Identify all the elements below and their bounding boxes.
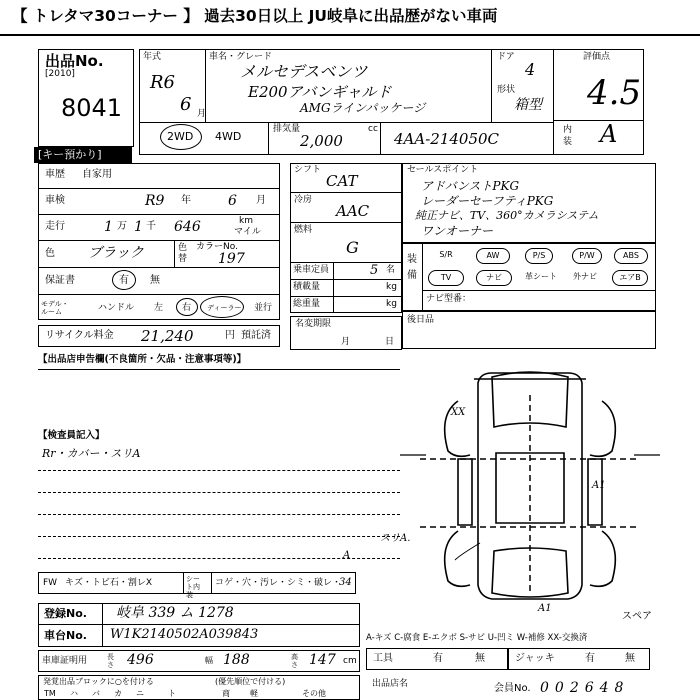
equip-ext-navi-label: 外ナビ — [573, 272, 597, 281]
header-banner — [0, 0, 700, 34]
year-month: 6 — [180, 94, 192, 115]
jack-box — [508, 648, 650, 670]
model-opt-left: 左 — [154, 303, 164, 313]
mileage-rest: 646 — [174, 219, 201, 235]
recycle-deposit: 預託済 — [241, 330, 271, 341]
block-cell-ha[interactable]: ハ — [70, 689, 78, 698]
cert-len: 496 — [127, 652, 154, 668]
tools-no: 無 — [475, 653, 485, 664]
exhibitor-label: 出品店名 — [372, 679, 409, 689]
mileage-sen-unit: 千 — [146, 221, 156, 232]
load-label: 積載量 — [293, 282, 321, 292]
displacement-value: 2,000 — [300, 132, 343, 150]
tools-yes: 有 — [433, 653, 443, 664]
year-label: 年式 — [143, 52, 162, 62]
header-divider — [0, 34, 700, 36]
capacity-value: 5 — [370, 263, 379, 278]
block-note: (優先順位で付ける) — [215, 677, 286, 686]
equip-pw-label: P/W — [579, 251, 595, 260]
name-change-box — [290, 316, 402, 350]
lot-label: 出品No. — [45, 52, 104, 70]
history-label: 車歴 — [45, 169, 65, 180]
interior-value: A — [600, 120, 618, 148]
score-value: 4.5 — [587, 73, 642, 113]
equip-ps — [525, 248, 553, 264]
name-label: 車名・グレード — [209, 52, 273, 62]
chassis-value: W1K2140502A039843 — [110, 627, 259, 642]
diagram-a1-right: A1 — [592, 480, 606, 491]
cert-len-label: 長さ — [107, 653, 114, 669]
recycle-label: リサイクル料金 — [45, 330, 114, 341]
interior-label: 内装 — [563, 125, 573, 147]
equipment-navi-label: ナビ型番： — [426, 294, 472, 304]
model-opt-right: 右 — [182, 303, 192, 313]
equip-aw-label: AW — [486, 251, 500, 260]
equip-airbag-label: エアB — [619, 273, 641, 282]
name-change-day-unit: 日 — [385, 337, 395, 347]
key-badge — [34, 147, 132, 163]
car-diagram — [400, 355, 660, 630]
weight-label: 総重量 — [293, 299, 321, 309]
equip-sr-label: S/R — [439, 250, 453, 259]
defects-mark: 34 — [339, 577, 352, 588]
block-cell-other[interactable]: その他 — [302, 689, 326, 698]
drive-2wd: 2WD — [167, 130, 194, 143]
car-right-rear-wheel — [590, 531, 615, 586]
color-label: 色 — [45, 248, 55, 259]
displacement-unit: cc — [368, 124, 378, 134]
recycle-unit: 円 — [225, 330, 235, 341]
year-era: R6 — [150, 72, 176, 93]
cert-hgt-label: 高さ — [291, 653, 298, 669]
mileage-man-unit: 万 — [117, 221, 127, 232]
drive-4wd: 4WD — [215, 130, 242, 143]
car-left-rear-wheel — [445, 531, 470, 586]
jack-no: 無 — [625, 653, 635, 664]
equip-aw — [476, 248, 510, 264]
mileage-unit-km: km — [239, 216, 253, 226]
reg-label: 登録No. — [44, 607, 87, 620]
model-code: 4AA-214050C — [394, 130, 500, 148]
warranty-no: 無 — [150, 275, 160, 286]
block-cells — [40, 689, 358, 700]
cert-wid: 188 — [223, 652, 250, 668]
shaken-month: 6 — [228, 193, 237, 209]
member-value: 002648 — [540, 680, 630, 696]
name-line3: AMGラインパッケージ — [300, 101, 426, 115]
declaration-label: 【出品店申告欄(不良箇所・欠品・注意事項等)】 — [38, 354, 247, 365]
attachments-label: 後日品 — [407, 315, 435, 325]
car-left-door — [458, 459, 472, 525]
defects-text2: コゲ・穴・汚レ・シミ・破レ・ — [215, 578, 342, 588]
color-no-value: 197 — [218, 251, 245, 267]
recycle-value: 21,240 — [141, 327, 194, 345]
sales-points-label: セールスポイント — [407, 165, 479, 175]
recycle-row — [38, 325, 280, 347]
car-right-front-wheel — [590, 401, 615, 456]
score-label: 評価点 — [583, 52, 611, 62]
model-opt-right-circle — [176, 298, 198, 316]
equip-tv — [428, 270, 464, 286]
banner-text: 【 トレタマ30コーナー 】 過去30日以上 JU岐阜に出品歴がない車両 — [12, 7, 498, 25]
equip-navi — [476, 270, 512, 286]
model-options-label: モデル・ルーム — [41, 300, 69, 316]
model-opt-dealer-circle — [200, 296, 244, 318]
block-cell-ka[interactable]: カ — [114, 689, 122, 698]
defects-row — [38, 572, 356, 599]
equip-airbag — [612, 270, 648, 286]
jack-label: ジャッキ — [515, 653, 555, 664]
attachments-box — [402, 311, 656, 349]
name-change-unit: 月 — [341, 337, 351, 347]
shift-label: シフト — [294, 165, 322, 175]
ac-label: 冷房 — [294, 195, 313, 205]
weight-unit: kg — [386, 299, 397, 309]
equip-ps-label: P/S — [532, 251, 546, 260]
shape-label: 形状 — [497, 85, 516, 95]
cert-unit: cm — [343, 656, 357, 666]
sales-point-4: ワンオーナー — [421, 224, 494, 238]
equip-tv-label: TV — [440, 273, 452, 282]
mileage-unit-mile: マイル — [234, 227, 261, 237]
color-change-label: 色替 — [178, 243, 188, 264]
lot-box — [38, 49, 134, 147]
capacity-label: 乗車定員 — [293, 265, 330, 275]
year-month-unit: 月 — [197, 109, 207, 119]
diagram-small-a: A — [343, 550, 351, 561]
cert-hgt: 147 — [309, 652, 336, 668]
warranty-label: 保証書 — [45, 275, 75, 286]
fuel-value: G — [346, 238, 359, 257]
color-no-label: カラーNo. — [196, 242, 238, 252]
member-label: 会員No. — [494, 683, 531, 694]
sales-points-box — [402, 163, 656, 243]
shaken-month-unit: 月 — [256, 195, 266, 206]
block-cell-to[interactable]: ト — [168, 689, 176, 698]
car-right-door — [588, 459, 602, 525]
shaken-year-unit: 年 — [181, 195, 191, 206]
equip-sr — [430, 248, 462, 264]
model-opt-dealer: ディーラー — [207, 304, 242, 312]
block-cell-ni[interactable]: ニ — [136, 689, 144, 698]
name-line1: メルセデスベンツ — [240, 62, 368, 81]
block-cell-sho[interactable]: 商 — [222, 689, 230, 698]
cert-wid-label: 幅 — [205, 656, 213, 665]
tools-label: 工具 — [373, 653, 393, 664]
sales-point-2: レーダーセーフティPKG — [421, 194, 554, 208]
displacement-label: 排気量 — [273, 124, 301, 134]
lot-number: 8041 — [61, 94, 123, 122]
mileage-sen: 1 — [134, 219, 143, 235]
reg-value: 岐阜 339 ム 1278 — [116, 605, 234, 621]
jack-yes: 有 — [585, 653, 595, 664]
doors-value: 4 — [525, 60, 536, 79]
warranty-yes: 有 — [119, 275, 129, 286]
sales-point-3: 純正ナビ、TV、360°カメラシステム — [415, 209, 599, 222]
shaken-label: 車検 — [45, 195, 65, 206]
ac-value: AAC — [336, 202, 370, 220]
shaken-era: R9 — [145, 193, 165, 209]
mileage-man: 1 — [104, 219, 113, 235]
defects-seat-label: シート内装 — [186, 575, 200, 599]
capacity-unit: 名 — [386, 265, 396, 275]
diagram-spare-label: スペア — [622, 611, 652, 622]
name-change-label: 名変期限 — [295, 319, 332, 329]
equip-ext-navi — [566, 270, 604, 286]
drive-2wd-circle — [160, 124, 202, 150]
sales-point-1: アドバンストPKG — [421, 179, 520, 193]
key-label: [キー預かり] — [38, 148, 102, 161]
cert-label: 車庫証明用 — [42, 656, 88, 666]
diagram-sle: スリA. — [380, 533, 411, 544]
model-opt-parallel: 並行 — [254, 303, 273, 313]
equip-leather — [520, 270, 562, 286]
block-label: 発覚出品ブロックに○を付ける — [43, 677, 154, 686]
doors-label: ドア — [497, 52, 515, 62]
vehicle-detail-grid — [38, 163, 280, 320]
defects-text1: キズ・トビ石・割レX — [65, 578, 152, 588]
garage-cert-row — [38, 650, 360, 672]
equip-navi-label: ナビ — [486, 273, 502, 282]
fuel-label: 燃料 — [294, 225, 313, 235]
shape-value: 箱型 — [514, 97, 542, 113]
history-value: 自家用 — [82, 169, 112, 180]
equipment-label: 装備 — [407, 254, 417, 281]
damage-legend: A-キズ C-腐食 E-エクボ S-サビ U-凹ミ W-補修 XX-交換済 — [366, 633, 588, 643]
inspector-note: Rr・カバー・スリA — [42, 447, 141, 460]
mileage-label: 走行 — [45, 221, 65, 232]
load-unit: kg — [386, 282, 397, 292]
chassis-label: 車台No. — [44, 629, 87, 642]
lot-year-tag: [2010] — [45, 69, 75, 79]
name-line2: E200アバンギャルド — [248, 83, 392, 101]
block-cell-kei[interactable]: 軽 — [250, 689, 258, 698]
block-cell-ba[interactable]: バ — [92, 689, 100, 698]
equip-abs-label: ABS — [623, 251, 639, 260]
model-opt-handle: ハンドル — [98, 303, 135, 313]
tools-box — [366, 648, 508, 670]
diagram-xx: XX — [451, 407, 466, 418]
inspector-label: 【検査員記入】 — [38, 430, 105, 441]
diagram-a1-bottom: A1 — [538, 603, 552, 614]
block-cell-tm[interactable]: TM — [44, 689, 56, 698]
defects-label: FW — [43, 578, 58, 588]
equip-leather-label: 革シート — [525, 272, 557, 281]
color-value: ブラック — [88, 245, 144, 261]
equip-pw — [572, 248, 602, 264]
shift-value: CAT — [326, 172, 358, 190]
equip-abs — [614, 248, 648, 264]
warranty-yes-circle — [112, 270, 136, 290]
